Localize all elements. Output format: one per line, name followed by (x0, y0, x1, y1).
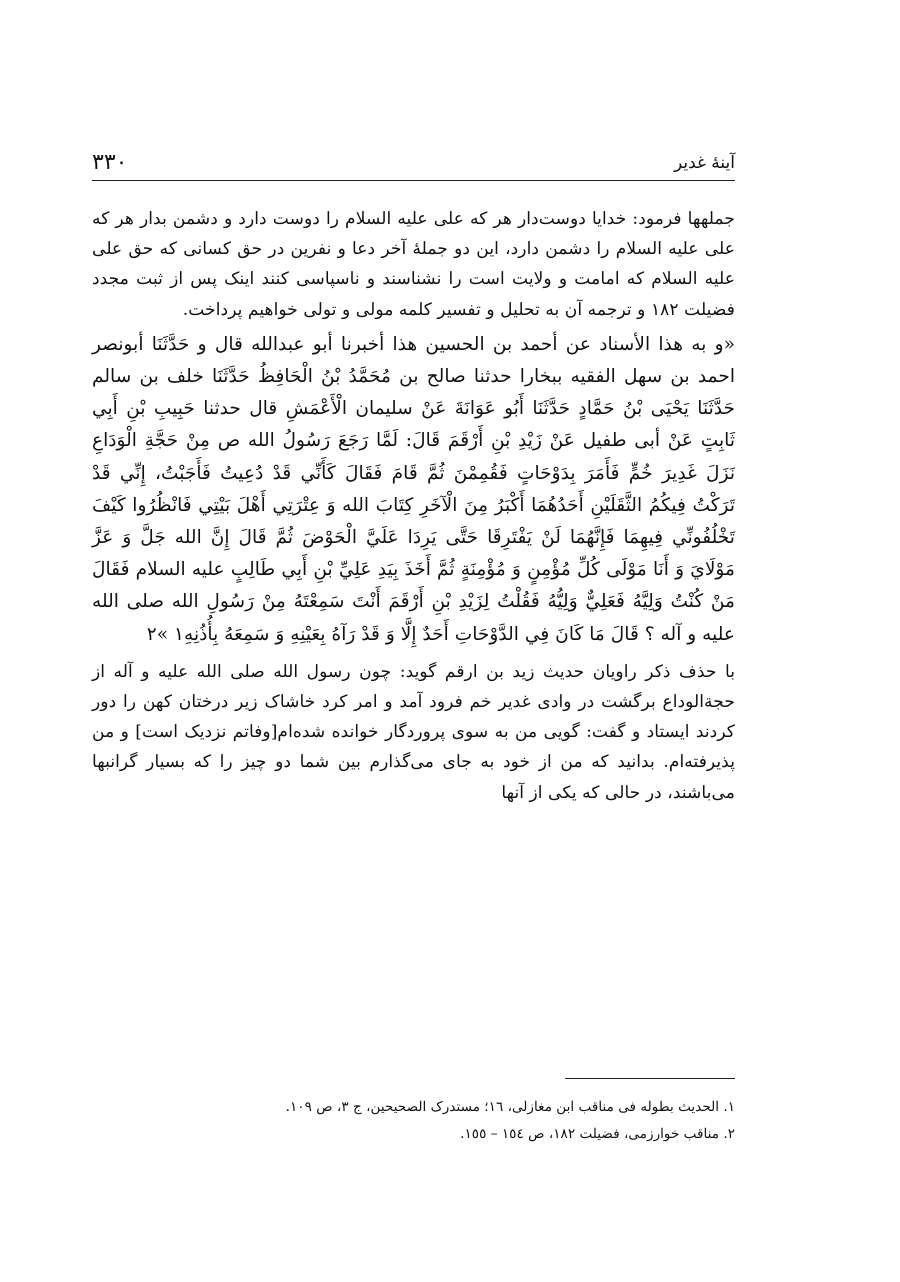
footnote-1: ۱. الحديث بطوله فی مناقب ابن مغازلی، ۱٦؛ مستدرک الصحيحين، ج ۳، ص ۱۰۹. (285, 1099, 735, 1115)
footnote-rule (565, 1078, 735, 1079)
footnotes (92, 1094, 735, 1148)
page-number: ۳۳۰ (92, 150, 128, 175)
running-title: آینهٔ غدیر (673, 153, 735, 173)
footnote-2: ۲. مناقب خوارزمی، فضيلت ۱۸۲، ص ۱٥٤ – ۱٥٥. (460, 1126, 735, 1142)
paragraph-intro: جملهها فرمود: خدایا دوست‌دار هر که علی علیه السلام را دوست دارد و دشمن بدار هر که علی علیه السلام را دشمن دارد، این دو جملهٔ آخر دعا و نفرین در حق کسانی که حق علی علیه السلام که امامت و ولایت است را نشناسند و ناسپاسی کنند اینک پس از ثبت مجدد فضیلت ۱۸۲ و ترجمه آن به تحلیل و تفسیر کلمه مولی و تولی خواهیم پرداخت. (92, 209, 735, 320)
paragraph-arabic-hadith: «و به هذا الأسناد عن أحمد بن الحسين هذا أخبرنا أبو عبدالله قال و حَدَّثَنَا أبونصر احمد بن سهل الفقيه ببخارا حدثنا صالح بن مُحَمَّدُ بْنُ الْحَافِظُ حَدَّثَنَا خلف بن سالم حَدَّثَنَا يَحْيَى بْنُ حَمَّادٍ حَدَّثَنَا أَبُو عَوَانَةَ عَنْ سليمان الْأَعْمَشِ قال حدثنا حَبِيبِ بْنِ أَبِي ثَابِتٍ عَنْ أبى طفيل عَنْ زَيْدِ بْنِ أَرْقَمَ قَالَ: لَمَّا رَجَعَ رَسُولُ الله ص مِنْ حَجَّةِ الْوَدَاعِ نَزَلَ غَدِيرَ خُمٍّ فَأَمَرَ بِدَوْحَاتٍ فَقُمِمْنَ ثُمَّ قَامَ فَقَالَ كَأَنِّي قَدْ دُعِيتُ فَأَجَبْتُ، إِنِّي قَدْ تَرَكْتُ فِيكُمُ الثَّقَلَيْنِ أَحَدُهُمَا أَكْبَرُ مِنَ الْآخَرِ كِتَابَ الله وَ عِتْرَتِي أَهْلَ بَيْتِي فَانْظُرُوا كَيْفَ تَخْلُفُونِّي فِيهِمَا فَإِنَّهُمَا لَنْ يَفْتَرِقَا حَتَّى يَرِدَا عَلَيَّ الْحَوْضَ ثُمَّ قَالَ إِنَّ الله جَلَّ وَ عَزَّ مَوْلَايَ وَ أَنَا مَوْلَى كُلِّ مُؤْمِنٍ وَ مُؤْمِنَةٍ ثُمَّ أَخَذَ بِيَدِ عَلِيِّ بْنِ أَبِي طَالِبٍ علیه السلام فَقَالَ مَنْ كُنْتُ وَلِيَّهُ فَعَلِيٌّ وَلِيُّهُ فَقُلْتُ لِزَيْدِ بْنِ أَرْقَمَ أَنْتَ سَمِعْتَهُ مِنْ رَسُولِ الله صلی الله علیه و آله ؟ قَالَ مَا كَانَ فِي الدَّوْحَاتِ أَحَدٌ إِلَّا وَ قَدْ رَآهُ بِعَيْنِهِ وَ سَمِعَهُ بِأُذُنِهِ۱ »۲ (92, 333, 735, 645)
header-rule (92, 180, 735, 181)
page-header (92, 138, 735, 178)
main-text (92, 204, 735, 808)
paragraph-translation: با حذف ذکر راویان حدیث زید بن ارقم گوید: چون رسول الله صلی الله علیه و آله از حجةالوداع برگشت در وادی غدیر خم فرود آمد و امر کرد خاشاک زیر درختان کهن را دور کردند ایستاد و گفت: گویی من به سوی پروردگار خوانده شده‌ام[وفاتم نزدیک است] و من پذیرفته‌ام. بدانید که من از خود به جای می‌گذارم بین شما دو چیز را که بسیار گرانبها می‌باشند، در حالی که یکی از آنها (92, 661, 735, 803)
